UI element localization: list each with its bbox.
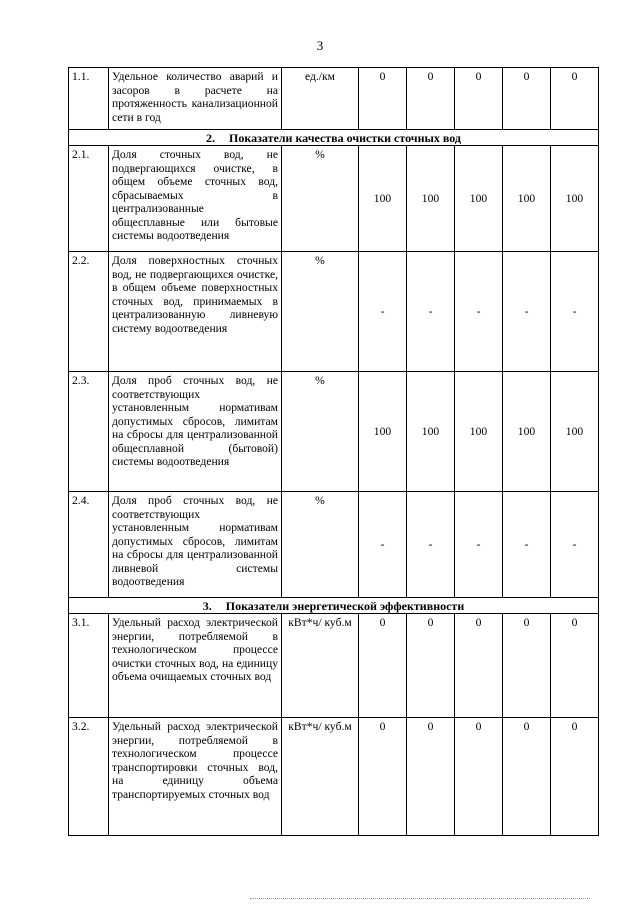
section-header [69,598,599,614]
table-row [69,372,599,492]
unit-cell: % [282,146,359,252]
unit-cell: кВт*ч/ куб.м [282,718,359,836]
value-cell: 0 [359,718,407,836]
value-cell: - [407,492,455,598]
row-number: 3.1. [69,614,109,718]
value-cell: 0 [503,68,551,130]
value-cell: - [407,252,455,372]
indicator-name: Удельное количество аварий и засоров в расчете на протяженность канализационной сети в год [109,68,282,130]
value-cell: - [551,252,599,372]
value-cell: - [359,492,407,598]
indicator-name: Доля поверхностных сточных вод, не подвергающихся очистке, в общем объеме поверхностных сточных вод, принимаемых в централизованную ливневую систему водоотведения [109,252,282,372]
unit-cell: ед./км [282,68,359,130]
value-cell: 0 [359,68,407,130]
value-cell: 0 [359,614,407,718]
table-row [69,252,599,372]
section-label: Показатели энергетической эффективности [225,599,465,613]
table-row [69,146,599,252]
table-row [69,718,599,836]
value-cell: - [455,492,503,598]
indicator-name: Удельный расход электрической энергии, потребляемой в технологическом процессе транспортировки сточных вод, на единицу объема транспортируемых сточных вод [109,718,282,836]
table-row [69,492,599,598]
unit-cell: % [282,492,359,598]
section-title [69,598,599,614]
value-cell: - [503,492,551,598]
value-cell: 0 [407,718,455,836]
value-cell: 0 [455,614,503,718]
unit-cell: кВт*ч/ куб.м [282,614,359,718]
value-cell: 100 [407,372,455,492]
value-cell: - [503,252,551,372]
section-number: 3. [202,599,212,613]
indicator-name: Доля проб сточных вод, не соответствующих установленным нормативам допустимых сбросов, лимитам на сбросы для централизованной общесплавной (бытовой) системы водоотведения [109,372,282,492]
page-number: 3 [316,38,324,53]
value-cell: - [455,252,503,372]
indicator-name: Доля сточных вод, не подвергающихся очистке, в общем объеме сточных вод, сбрасываемых в централизованные общесплавные или бытовые системы водоотведения [109,146,282,252]
section-title [69,130,599,146]
value-cell: 0 [407,614,455,718]
section-header [69,130,599,146]
unit-cell: % [282,372,359,492]
value-cell: 100 [551,372,599,492]
value-cell: 100 [503,146,551,252]
value-cell: 100 [359,146,407,252]
row-number: 3.2. [69,718,109,836]
row-number: 2.3. [69,372,109,492]
value-cell: 0 [551,718,599,836]
row-number: 1.1. [69,68,109,130]
value-cell: 100 [359,372,407,492]
indicator-name: Удельный расход электрической энергии, потребляемой в технологическом процессе очистки сточных вод, на единицу объема очищаемых сточных вод [109,614,282,718]
table-row [69,68,599,130]
value-cell: 100 [455,372,503,492]
value-cell: 100 [551,146,599,252]
value-cell: 0 [551,614,599,718]
scan-edge-marks [250,898,590,901]
unit-cell: % [282,252,359,372]
value-cell: 100 [455,146,503,252]
indicators-table [68,67,599,836]
value-cell: 0 [407,68,455,130]
value-cell: 0 [455,718,503,836]
value-cell: 100 [407,146,455,252]
indicator-name: Доля проб сточных вод, не соответствующих установленным нормативам допустимых сбросов, лимитам на сбросы для централизованной ливневой системы водоотведения [109,492,282,598]
row-number: 2.2. [69,252,109,372]
section-number: 2. [206,131,215,145]
row-number: 2.4. [69,492,109,598]
value-cell: 0 [503,614,551,718]
value-cell: 0 [551,68,599,130]
section-label: Показатели качества очистки сточных вод [229,131,461,145]
value-cell: 0 [503,718,551,836]
value-cell: 100 [503,372,551,492]
table-row [69,614,599,718]
value-cell: - [359,252,407,372]
row-number: 2.1. [69,146,109,252]
value-cell: - [551,492,599,598]
value-cell: 0 [455,68,503,130]
